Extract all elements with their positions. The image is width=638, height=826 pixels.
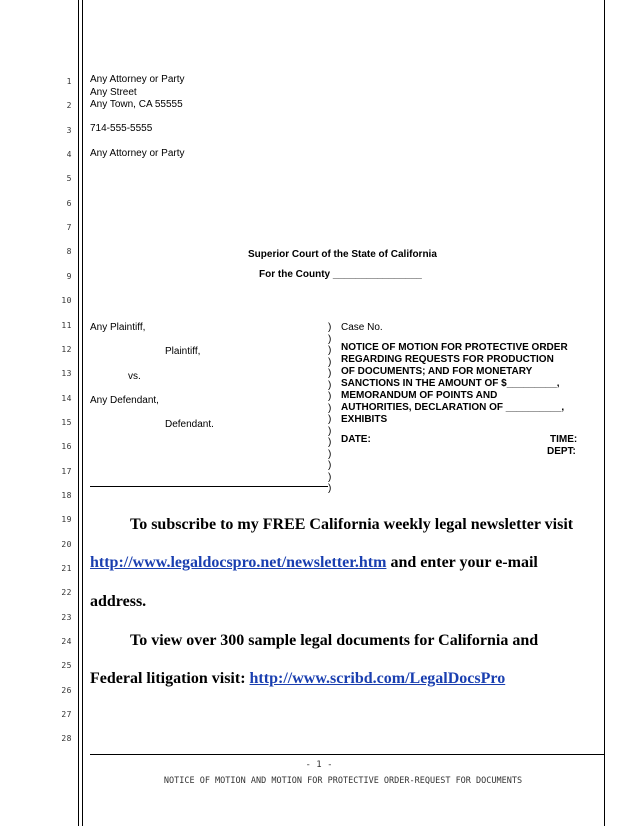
- line-number: 23: [61, 612, 72, 622]
- line-number: 12: [61, 344, 72, 354]
- line-number: 18: [61, 490, 72, 500]
- title-line: EXHIBITS: [341, 414, 388, 425]
- line-number: 10: [61, 296, 72, 306]
- defendant-role: Defendant.: [165, 419, 214, 430]
- attorney-city: Any Town, CA 55555: [90, 99, 183, 110]
- line-number: 7: [66, 223, 72, 233]
- line-number: 17: [61, 466, 72, 476]
- line-number: 25: [61, 661, 72, 671]
- title-line: NOTICE OF MOTION FOR PROTECTIVE ORDER: [341, 342, 568, 353]
- court-name: Superior Court of the State of California: [248, 249, 437, 260]
- dept-label: DEPT:: [547, 446, 576, 457]
- plaintiff-role: Plaintiff,: [165, 346, 201, 357]
- time-label: TIME:: [550, 434, 578, 445]
- samples-text: To view over 300 sample legal documents for California and: [130, 632, 539, 649]
- attorney-street: Any Street: [90, 87, 137, 98]
- line-number: 14: [61, 393, 72, 403]
- line-number: 20: [61, 539, 72, 549]
- newsletter-link[interactable]: http://www.legaldocspro.net/newsletter.htm: [90, 554, 387, 571]
- line-number: 4: [66, 150, 72, 160]
- footer-rule: [90, 754, 604, 755]
- footer-title: NOTICE OF MOTION AND MOTION FOR PROTECTIVE ORDER-REQUEST FOR DOCUMENTS: [163, 776, 523, 786]
- line-number: 5: [66, 174, 72, 184]
- line-number: 8: [66, 247, 72, 257]
- line-number: 24: [61, 637, 72, 647]
- line-number: 13: [61, 369, 72, 379]
- plaintiff-name: Any Plaintiff,: [90, 322, 146, 333]
- case-number-label: Case No.: [341, 322, 383, 333]
- line-number: 26: [61, 685, 72, 695]
- title-line: OF DOCUMENTS; AND FOR MONETARY: [341, 366, 533, 377]
- line-number: 27: [61, 710, 72, 720]
- attorney-name: Any Attorney or Party: [90, 74, 185, 85]
- line-number: 22: [61, 588, 72, 598]
- line-number: 2: [66, 101, 72, 111]
- attorney-phone: 714-555-5555: [90, 123, 153, 134]
- samples-line-2: [90, 670, 505, 688]
- title-line: REGARDING REQUESTS FOR PRODUCTION: [341, 354, 554, 365]
- samples-line-2-text: Federal litigation visit:: [90, 670, 250, 687]
- title-line: AUTHORITIES, DECLARATION OF __________,: [341, 402, 565, 413]
- line-number: 21: [61, 564, 72, 573]
- line-number: 6: [66, 198, 72, 208]
- newsletter-line-2: [90, 554, 538, 572]
- page-number: - 1 -: [305, 760, 333, 770]
- line-number: 15: [61, 417, 72, 427]
- title-line: MEMORANDUM OF POINTS AND: [341, 390, 498, 401]
- right-margin-rule: [604, 0, 605, 826]
- line-number: 28: [61, 734, 72, 744]
- line-number: 3: [66, 125, 72, 135]
- document-title: [341, 342, 591, 426]
- defendant-name: Any Defendant,: [90, 395, 159, 406]
- line-number: 9: [66, 271, 72, 281]
- court-county: For the County ________________: [259, 269, 422, 280]
- newsletter-line-2-text: and enter your e-mail: [386, 554, 538, 571]
- line-number: 16: [61, 442, 72, 452]
- left-margin-rule-outer: [78, 0, 79, 826]
- versus-label: vs.: [128, 371, 141, 382]
- newsletter-text: To subscribe to my FREE California weekly legal newsletter visit: [130, 516, 574, 533]
- caption-underline: [90, 486, 328, 487]
- date-label: DATE:: [341, 434, 371, 445]
- line-number: 11: [61, 320, 72, 330]
- caption-parentheses: ) ) ) ) ) ) ) ) ) ) ) ) ) ) ): [328, 322, 332, 494]
- title-line: SANCTIONS IN THE AMOUNT OF $_________,: [341, 378, 560, 389]
- line-number: 1: [66, 77, 72, 86]
- attorney-for: Any Attorney or Party: [90, 148, 185, 159]
- scribd-link[interactable]: http://www.scribd.com/LegalDocsPro: [249, 670, 506, 687]
- left-margin-rule-inner: [82, 0, 83, 826]
- newsletter-line-3: address.: [90, 593, 147, 610]
- line-number: 19: [61, 515, 72, 525]
